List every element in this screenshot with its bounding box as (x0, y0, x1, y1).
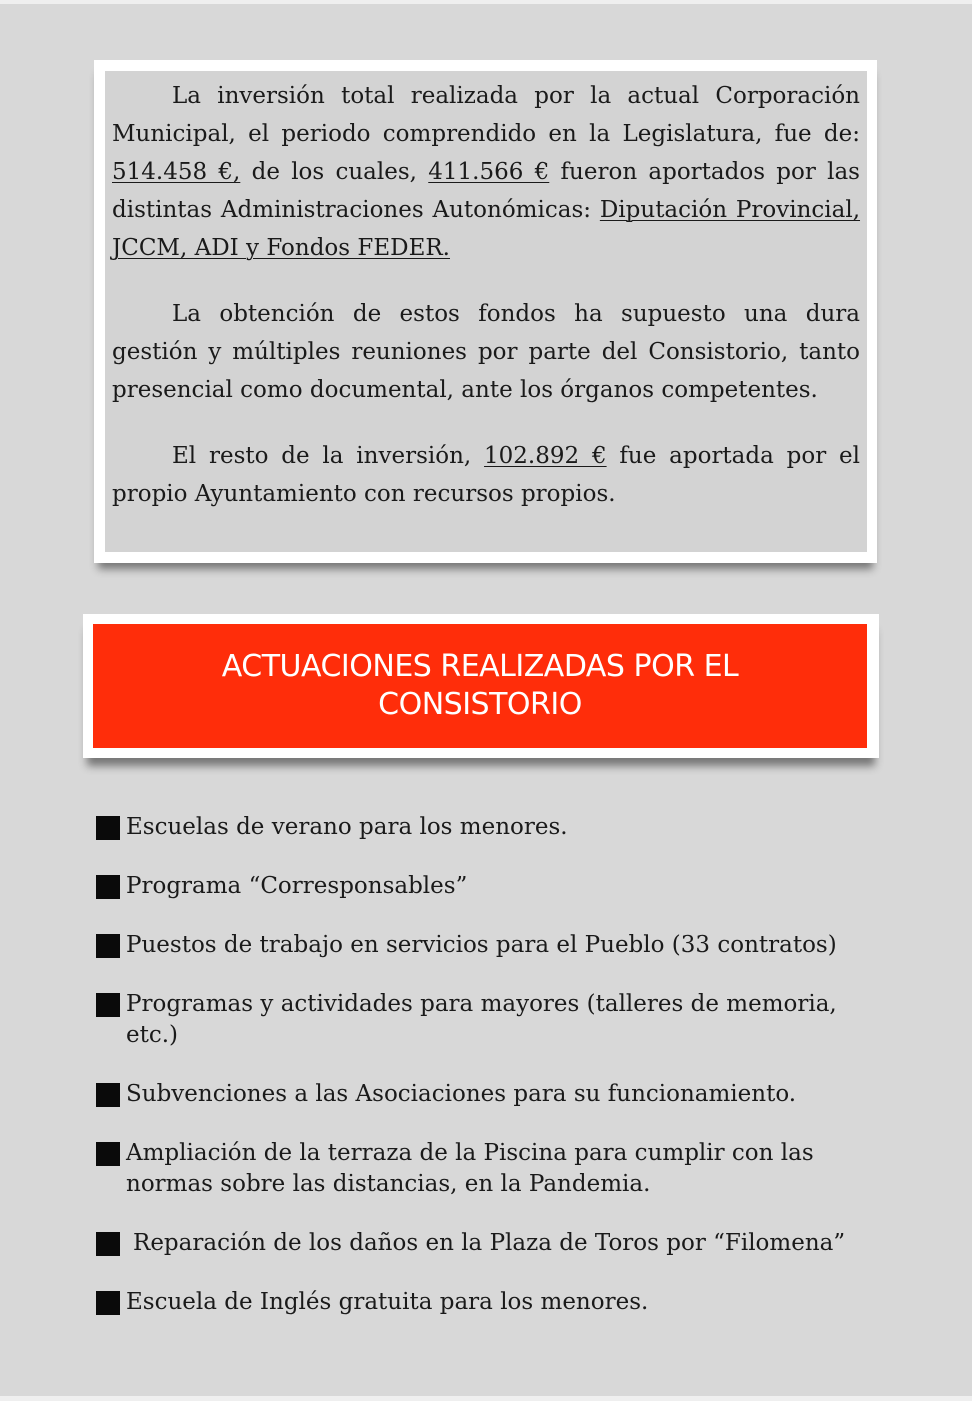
administrations-amount: 411.566 € (428, 159, 550, 185)
list-item-text: Reparación de los daños en la Plaza de Toros por “Filomena” (133, 1230, 846, 1256)
actions-list (96, 812, 896, 1346)
list-item (96, 812, 896, 843)
list-item (96, 989, 896, 1051)
investment-total-paragraph (112, 77, 860, 267)
list-item (96, 1079, 896, 1110)
list-item-text: Programa “Corresponsables” (126, 873, 468, 899)
list-item (96, 1138, 896, 1200)
page-edge-bottom (0, 1396, 972, 1401)
p1-text-1: La inversión total realizada por la actual Corporación Municipal, el periodo comprendido en la Legislatura, fue de: (112, 83, 860, 147)
list-item (96, 1287, 896, 1318)
actions-banner-background (93, 624, 867, 748)
square-bullet-icon (96, 816, 120, 840)
own-resources-amount: 102.892 € (484, 443, 607, 469)
list-item-text: Subvenciones a las Asociaciones para su funcionamiento. (126, 1081, 797, 1107)
list-item (96, 1228, 896, 1259)
total-investment-amount: 514.458 €, (112, 159, 241, 185)
p1-text-2: de los cuales, (240, 159, 429, 185)
p3-text-1: El resto de la inversión, (172, 443, 485, 469)
square-bullet-icon (96, 1232, 120, 1256)
list-item-text: Ampliación de la terraza de la Piscina para cumplir con las normas sobre las distancias, en la Pandemia. (126, 1140, 814, 1197)
own-resources-paragraph (112, 437, 860, 513)
investment-info-content (105, 71, 867, 552)
square-bullet-icon (96, 875, 120, 899)
actions-banner (83, 614, 879, 758)
list-item (96, 871, 896, 902)
investment-info-box (94, 60, 877, 563)
actions-banner-title: ACTUACIONES REALIZADAS POR EL CONSISTORIO (221, 649, 739, 722)
administrations-list: Diputación Provincial, JCCM, ADI y Fondos FEDER. (112, 197, 861, 261)
list-item-text: Programas y actividades para mayores (talleres de memoria, etc.) (126, 991, 837, 1048)
square-bullet-icon (96, 993, 120, 1017)
funding-management-paragraph: La obtención de estos fondos ha supuesto una dura gestión y múltiples reuniones por parte del Consistorio, tanto presencial como documental, ante los órganos competentes. (112, 301, 860, 403)
page-edge-top (0, 0, 972, 4)
square-bullet-icon (96, 1083, 120, 1107)
list-item-text: Puestos de trabajo en servicios para el Pueblo (33 contratos) (126, 932, 837, 958)
square-bullet-icon (96, 1291, 120, 1315)
list-item-text: Escuelas de verano para los menores. (126, 814, 568, 840)
p1-text-3: fueron aportados por las distintas Administraciones Autonómicas: (112, 159, 860, 223)
list-item-text: Escuela de Inglés gratuita para los menores. (126, 1289, 649, 1315)
square-bullet-icon (96, 934, 120, 958)
list-item (96, 930, 896, 961)
p3-text-2: fue aportada por el propio Ayuntamiento con recursos propios. (112, 443, 860, 507)
square-bullet-icon (96, 1142, 120, 1166)
